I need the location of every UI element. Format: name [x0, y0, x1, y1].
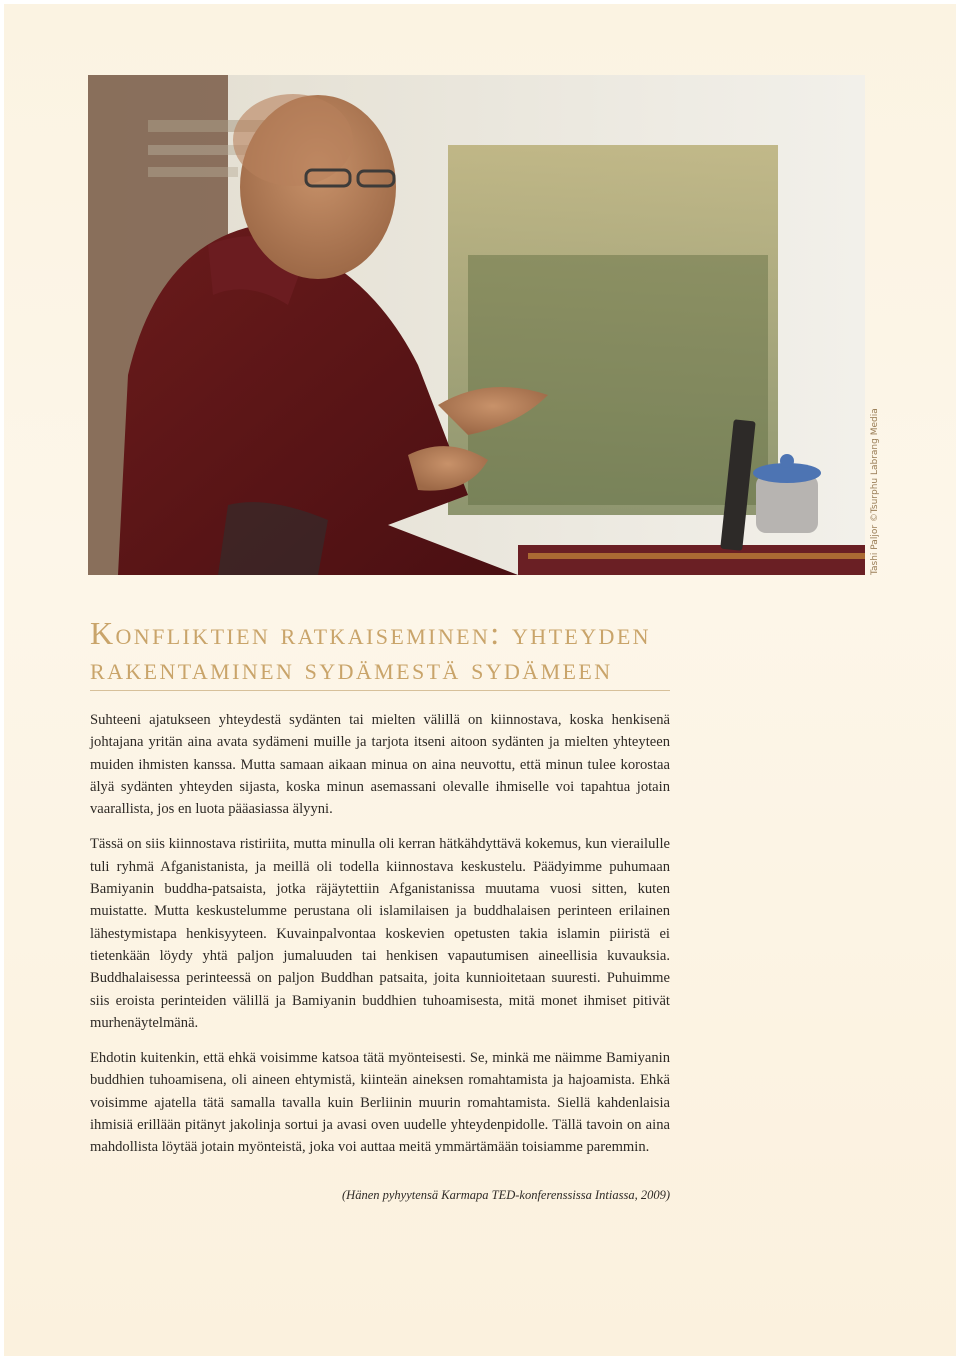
paragraph: Ehdotin kuitenkin, että ehkä voisimme katsoa tätä myönteisesti. Se, minkä me näimme Bamiyanin buddhien tuhoamisena, oli aineen ehtymistä, kiinteän aineksen romahtamista ja hajoamista. Ehkä voisimme ajatella tätä samalla tavalla kuin Berliinin muurin romahtamista. Siellä kahdenlaisia ihmisiä erillään pitänyt jakolinja sortui ja avasi oven uudelle yhteydenpidolle. Tällä tavoin on aina mahdollista löytää jotain myönteistä, joka voi auttaa meitä ymmärtämään toisiamme paremmin. [90, 1050, 670, 1156]
photo-credit: Tashi Paljor ©Tsurphu Labrang Media [870, 408, 880, 575]
article-title: Konfliktien ratkaiseminen: yhteyden rakentaminen sydämestä sydämeen [90, 615, 651, 686]
title-divider [90, 690, 670, 691]
article-body [90, 709, 670, 1172]
paragraph: Suhteeni ajatukseen yhteydestä sydänten tai mielten välillä on kiinnostava, koska henkisenä johtajana yritän aina avata sydämeni muille ja tarjota itseni aitoon sydänten ja mielten yhteyteen muiden ihmisten kanssa. Mutta samaan aikaan minua on aina neuvottu, että minun tulee korostaa älyä sydänten yhteyden sijasta, koska minun asemassani olevalle ihmiselle voi tapahtua jotain vaarallista, jos en luota pääasiassa älyyni. [90, 712, 670, 818]
photo-illustration [88, 75, 865, 575]
paragraph: Tässä on siis kiinnostava ristiriita, mutta minulla oli kerran hätkähdyttävä kokemus, kun vierailulle tuli ryhmä Afganistanista, ja meillä oli todella kiinnostava keskustelu. Päädyimme puhumaan Bamiyanin buddha-patsaista, jotka räjäytettiin Afganistanissa muutama vuosi sitten, kuten muistatte. Mutta keskustelumme perustana oli islamilaisen ja buddhalaisen perinteen erilainen lähestymistapa henkisyyteen. Kuvainpalvontaa koskevien opetusten takia islamin piiristä ei tietenkään löydy yhtä paljon jumaluuden tai henkisen vapautumisen aineellisia kuvauksia. Buddhalaisessa perinteessä on paljon Buddhan patsaita, joita kunnioitetaan suuresti. Puhuimme siis eroista perinteiden välillä ja Bamiyanin buddhien tuhoamisesta, mitä monet ihmiset pitivät murhenäytelmänä. [90, 836, 670, 1031]
speaker-photo [88, 75, 865, 575]
source-citation: (Hänen pyhyytensä Karmapa TED-konferenssissa Intiassa, 2009) [342, 1188, 670, 1202]
